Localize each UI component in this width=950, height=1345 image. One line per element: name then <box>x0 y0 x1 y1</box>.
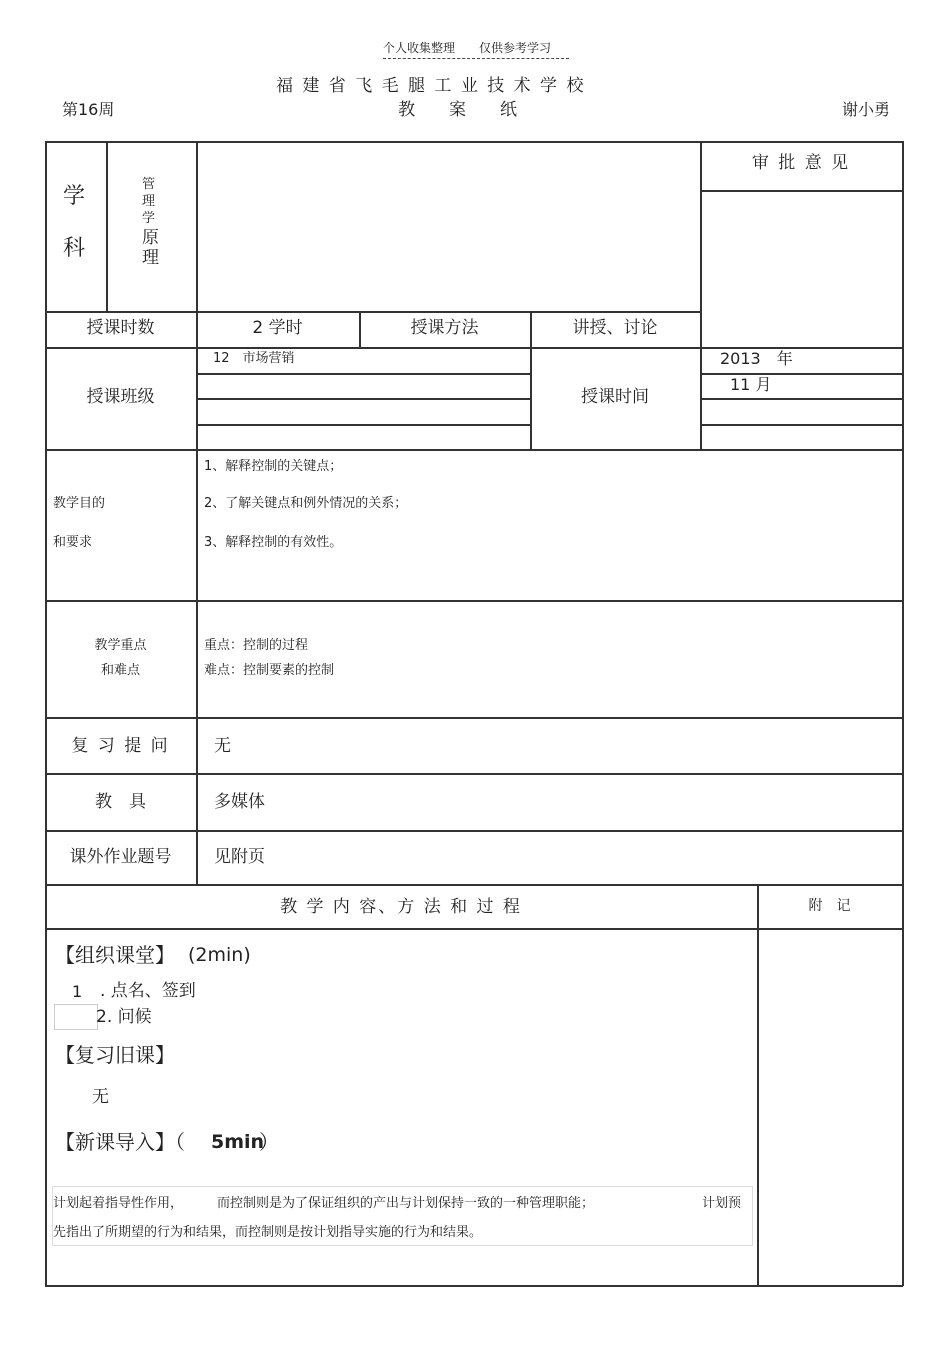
watermark-underline <box>383 58 569 59</box>
subject-label-1: 学 <box>63 184 86 209</box>
focus-text: 重点：控制的过程 <box>204 638 309 653</box>
subject-char-2: 理 <box>142 194 156 209</box>
school-name: 福 建 省 飞 毛 腿 工 业 技 术 学 校 <box>276 76 586 96</box>
step1-text: . 点名、签到 <box>100 981 196 1001</box>
notes-header: 附 记 <box>808 898 851 914</box>
subject-label-2: 科 <box>63 236 86 261</box>
homework-value: 见附页 <box>214 847 265 867</box>
review-value: 无 <box>214 736 231 756</box>
class-month: 11 月 <box>730 375 772 394</box>
step2-text: 2. 问候 <box>96 1007 152 1027</box>
objective-item: 2、了解关键点和例外情况的关系； <box>204 496 408 511</box>
intro-line2: 先指出了所期望的行为和结果，而控制则是按计划指导实施的行为和结果。 <box>53 1225 483 1240</box>
doc-title: 教 案 纸 <box>398 100 517 120</box>
keypoints-label-2: 和难点 <box>100 663 140 678</box>
time-label: 授课时间 <box>581 387 649 407</box>
watermark: 个人收集整理 仅供参考学习 <box>383 41 552 55</box>
difficulty-text: 难点：控制要素的控制 <box>204 663 335 678</box>
objectives-label-1: 教学目的 <box>53 496 106 511</box>
tools-label: 教 具 <box>95 792 146 812</box>
intro-line1-a: 计划起着指导性作用， <box>53 1196 184 1211</box>
hours-value: 2 学时 <box>252 318 303 338</box>
step1-number: 1 <box>72 982 83 1001</box>
objective-item: 3、解释控制的有效性。 <box>204 535 343 550</box>
objective-item: 1、解释控制的关键点； <box>204 459 343 474</box>
subject-char-3: 学 <box>142 211 156 226</box>
new-lesson-title: 【新课导入】（ <box>55 1130 185 1154</box>
new-lesson-close: ） <box>259 1130 279 1154</box>
class-row-1: 12 市场营销 <box>213 351 295 366</box>
class-label: 授课班级 <box>86 387 155 407</box>
intro-line1-b: 而控制则是为了保证组织的产出与计划保持一致的一种管理职能； <box>217 1196 595 1211</box>
objectives-label-2: 和要求 <box>53 535 93 550</box>
class-year: 2013 年 <box>720 349 793 368</box>
review-text: 无 <box>92 1087 109 1107</box>
step-box <box>54 1004 98 1030</box>
content-header: 教 学 内 容、方 法 和 过 程 <box>280 897 522 917</box>
subject-char-5: 理 <box>142 248 159 268</box>
homework-label: 课外作业题号 <box>69 847 172 867</box>
keypoints-label-1: 教学重点 <box>94 638 147 653</box>
hours-label: 授课时数 <box>86 318 155 338</box>
method-value: 讲授、讨论 <box>572 318 658 338</box>
intro-line1-c: 计划预 <box>702 1196 742 1211</box>
review-title: 【复习旧课】 <box>55 1043 175 1067</box>
subject-char-1: 管 <box>142 177 156 192</box>
tools-value: 多媒体 <box>214 792 265 812</box>
method-label: 授课方法 <box>410 318 479 338</box>
subject-char-4: 原 <box>142 228 159 248</box>
approval-label: 审 批 意 见 <box>751 153 851 173</box>
teacher-name: 谢小勇 <box>842 100 891 119</box>
week-label: 第16周 <box>62 100 115 119</box>
review-label: 复 习 提 问 <box>71 736 170 756</box>
new-lesson-time: 5min <box>211 1131 265 1153</box>
organize-title: 【组织课堂】 <box>55 943 175 967</box>
organize-time: (2min) <box>188 944 251 966</box>
